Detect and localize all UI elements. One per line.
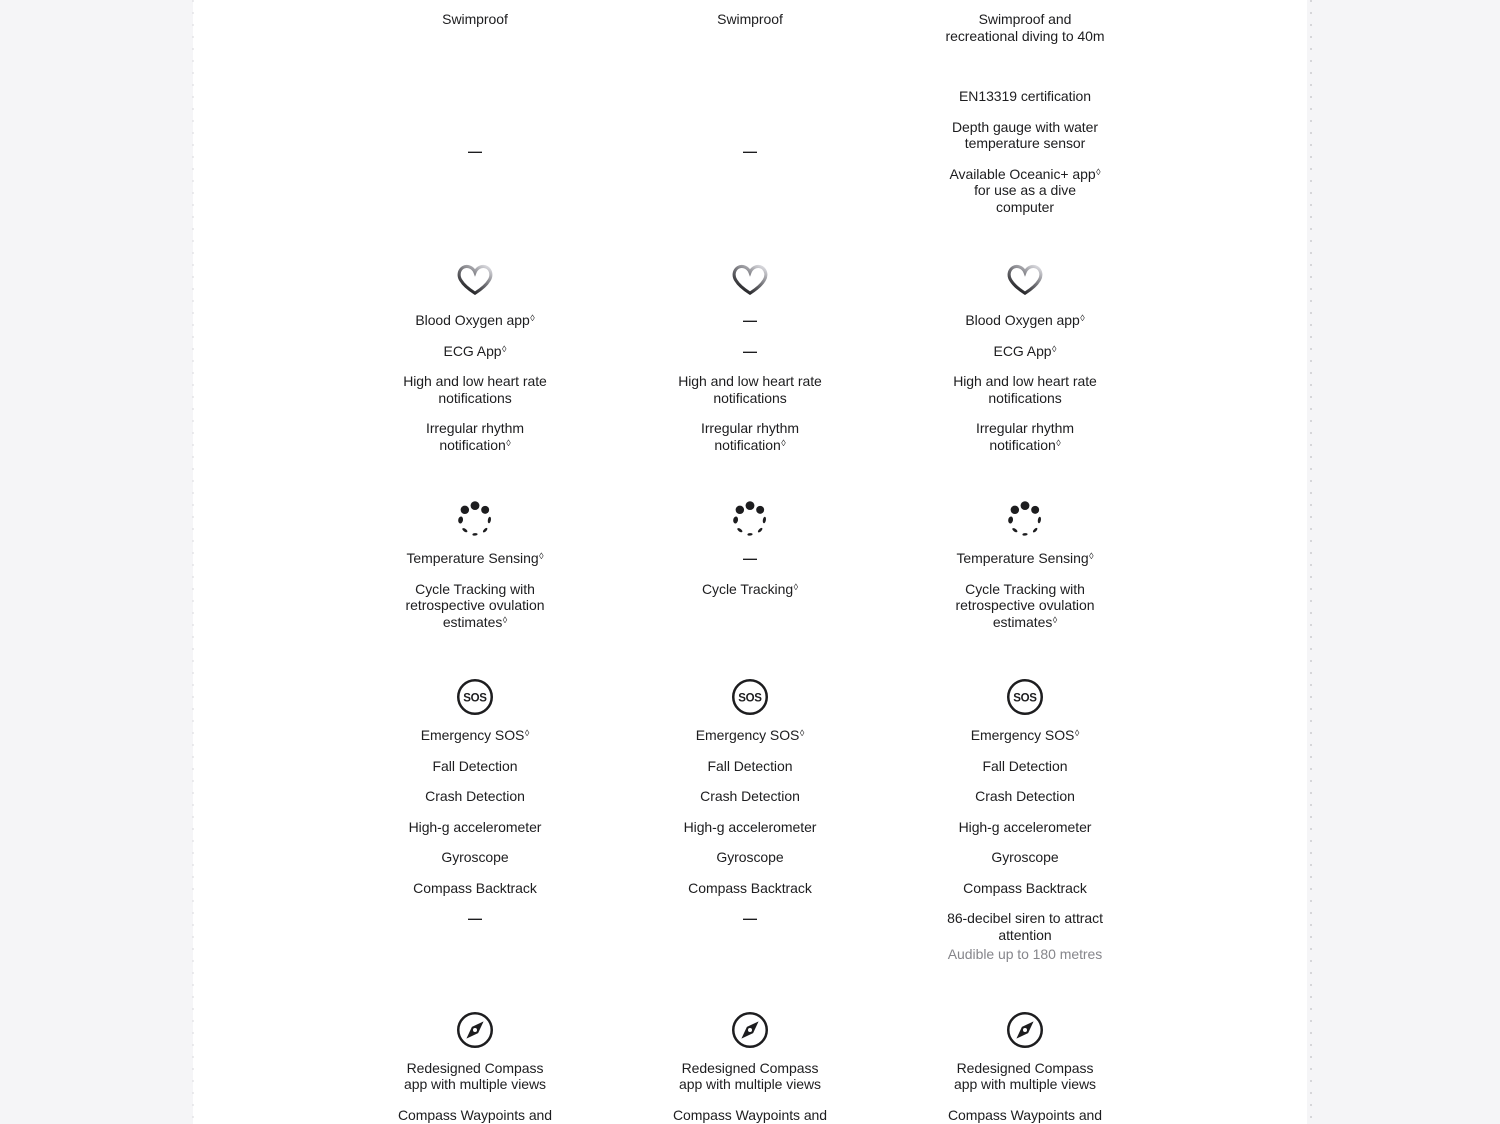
icon-row xyxy=(338,262,1163,302)
feature-cell xyxy=(338,4,613,35)
feature-row xyxy=(338,366,1163,413)
feature-row xyxy=(338,413,1163,460)
section-heart-health xyxy=(338,262,1163,460)
feature-cell xyxy=(888,336,1163,367)
feature-row xyxy=(338,4,1163,51)
feature-text: Crash Detection xyxy=(700,788,800,804)
feature-cell xyxy=(613,574,888,605)
feature-cell xyxy=(338,366,613,413)
feature-cell xyxy=(888,842,1163,873)
not-available-dash: — xyxy=(468,143,482,160)
feature-text: Cycle Tracking with retrospective ovulation estimates◊ xyxy=(955,580,1095,630)
feature-cell xyxy=(613,751,888,782)
section-cycle-temperature xyxy=(338,500,1163,637)
not-available-dash: — xyxy=(468,910,482,926)
feature-text: Available Oceanic+ app◊ for use as a dive computer xyxy=(949,165,1101,215)
feature-cell xyxy=(888,903,1163,970)
footnote-symbol: ◊ xyxy=(1089,551,1094,561)
feature-cell xyxy=(888,4,1163,51)
feature-text: Blood Oxygen app◊ xyxy=(965,312,1085,328)
feature-text: Cycle Tracking with retrospective ovulation estimates◊ xyxy=(405,580,545,630)
temperature-sensing-icon xyxy=(613,500,888,540)
footnote-symbol: ◊ xyxy=(524,728,530,738)
feature-cell xyxy=(888,781,1163,812)
comparison-table xyxy=(338,0,1163,1124)
feature-cell xyxy=(613,543,888,574)
feature-text: High-g accelerometer xyxy=(408,818,542,835)
sos-icon xyxy=(888,677,1163,717)
feature-cell xyxy=(888,543,1163,574)
feature-text: Swimproof xyxy=(442,11,508,27)
not-available-dash: — xyxy=(743,342,757,359)
feature-cell xyxy=(338,751,613,782)
feature-row xyxy=(338,812,1163,843)
feature-text: Emergency SOS◊ xyxy=(970,727,1080,743)
footnote-symbol: ◊ xyxy=(1052,614,1058,625)
feature-cell xyxy=(338,413,613,460)
not-available-dash: — xyxy=(743,143,757,160)
feature-row xyxy=(338,873,1163,904)
feature-text: Compass Waypoints and xyxy=(672,1106,828,1123)
feature-cell xyxy=(888,812,1163,843)
feature-cell xyxy=(613,812,888,843)
feature-text: ECG App◊ xyxy=(993,342,1057,359)
compass-icon xyxy=(338,1010,613,1050)
feature-text: Emergency SOS◊ xyxy=(420,727,530,743)
footnote-symbol: ◊ xyxy=(530,313,535,323)
footnote-symbol: ◊ xyxy=(1074,728,1080,738)
not-available-dash: — xyxy=(743,312,757,328)
svg-text:SOS: SOS xyxy=(463,692,487,705)
feature-cell xyxy=(338,812,613,843)
feature-text: Cycle Tracking◊ xyxy=(701,580,798,597)
feature-cell xyxy=(613,305,888,336)
feature-text: High-g accelerometer xyxy=(683,818,817,835)
feature-row xyxy=(338,751,1163,782)
icon-row xyxy=(338,677,1163,717)
section-water-resistance xyxy=(338,4,1163,222)
feature-cell xyxy=(613,366,888,413)
feature-text: Compass Backtrack xyxy=(688,879,812,896)
feature-row xyxy=(338,1053,1163,1100)
feature-cell xyxy=(613,842,888,873)
feature-cell xyxy=(888,1053,1163,1100)
feature-cell xyxy=(888,305,1163,336)
footnote-symbol: ◊ xyxy=(506,437,511,448)
feature-cell xyxy=(338,873,613,904)
feature-text: Blood Oxygen app◊ xyxy=(415,312,535,328)
feature-text: Redesigned Compass app with multiple views xyxy=(403,1059,547,1092)
feature-text: Depth gauge with water temperature sensor xyxy=(952,118,1098,151)
feature-cell xyxy=(613,136,888,167)
svg-text:SOS: SOS xyxy=(1013,692,1037,705)
feature-text: 86-decibel siren to attract attention Audible up to 180 metres xyxy=(888,903,1163,970)
feature-text: Swimproof and recreational diving to 40m xyxy=(945,11,1105,44)
feature-cell xyxy=(613,336,888,367)
footnote-symbol: ◊ xyxy=(799,728,805,738)
feature-cell xyxy=(338,574,613,638)
feature-cell xyxy=(613,413,888,460)
feature-cell xyxy=(338,903,613,934)
feature-row xyxy=(338,81,1163,222)
feature-cell xyxy=(613,781,888,812)
feature-cell xyxy=(338,336,613,367)
feature-cell xyxy=(338,1100,613,1124)
feature-text: Compass Waypoints and xyxy=(397,1106,553,1123)
feature-text: Crash Detection xyxy=(975,788,1075,804)
feature-cell xyxy=(888,873,1163,904)
feature-cell xyxy=(338,842,613,873)
section-compass xyxy=(338,1010,1163,1124)
feature-text: High and low heart rate notifications xyxy=(403,373,547,406)
footnote-symbol: ◊ xyxy=(1080,313,1085,323)
feature-row xyxy=(338,781,1163,812)
feature-cell xyxy=(888,81,1163,222)
feature-row xyxy=(338,543,1163,574)
feature-text: Gyroscope xyxy=(716,849,784,865)
footnote-symbol: ◊ xyxy=(1096,166,1101,177)
section-safety xyxy=(338,677,1163,970)
feature-cell xyxy=(888,751,1163,782)
feature-text: Crash Detection xyxy=(425,788,525,804)
feature-row xyxy=(338,903,1163,970)
feature-subtext: Audible up to 180 metres xyxy=(947,946,1103,962)
feature-text: High and low heart rate notifications xyxy=(678,373,822,406)
svg-text:SOS: SOS xyxy=(738,692,762,705)
feature-text: Irregular rhythm notification◊ xyxy=(975,420,1074,453)
feature-text: Emergency SOS◊ xyxy=(695,727,805,743)
feature-cell xyxy=(613,1100,888,1124)
feature-text: Redesigned Compass app with multiple views xyxy=(678,1059,822,1092)
feature-cell xyxy=(338,781,613,812)
icon-row xyxy=(338,1010,1163,1050)
left-dotted-separator xyxy=(192,0,194,1124)
feature-cell xyxy=(338,305,613,336)
feature-text: ECG App◊ xyxy=(443,342,507,359)
heart-icon xyxy=(338,262,613,302)
feature-cell xyxy=(613,1053,888,1100)
feature-cell xyxy=(888,1100,1163,1124)
feature-text: Gyroscope xyxy=(991,849,1059,865)
feature-cell xyxy=(338,543,613,574)
feature-cell xyxy=(888,413,1163,460)
heart-icon xyxy=(888,262,1163,302)
feature-text: Temperature Sensing◊ xyxy=(956,550,1094,566)
feature-row xyxy=(338,1100,1163,1124)
footnote-symbol: ◊ xyxy=(793,581,798,592)
feature-cell xyxy=(338,136,613,167)
feature-text: High and low heart rate notifications xyxy=(953,373,1097,406)
feature-text: Temperature Sensing◊ xyxy=(406,550,544,566)
feature-text: Irregular rhythm notification◊ xyxy=(425,420,524,453)
feature-text: Fall Detection xyxy=(432,757,518,774)
feature-text: Fall Detection xyxy=(707,757,793,774)
feature-text: Irregular rhythm notification◊ xyxy=(700,420,799,453)
feature-cell xyxy=(613,873,888,904)
feature-cell xyxy=(613,903,888,934)
icon-row xyxy=(338,500,1163,540)
feature-cell xyxy=(338,720,613,751)
feature-row xyxy=(338,305,1163,336)
feature-text: Gyroscope xyxy=(441,849,509,865)
feature-cell xyxy=(888,574,1163,638)
footnote-symbol: ◊ xyxy=(502,343,507,354)
feature-row xyxy=(338,574,1163,638)
footnote-symbol: ◊ xyxy=(539,551,544,561)
feature-text: High-g accelerometer xyxy=(958,818,1092,835)
temperature-sensing-icon xyxy=(888,500,1163,540)
footnote-symbol: ◊ xyxy=(781,437,786,448)
feature-cell xyxy=(888,720,1163,751)
footnote-symbol: ◊ xyxy=(502,614,508,625)
feature-text: Compass Waypoints and xyxy=(947,1106,1103,1123)
feature-cell xyxy=(888,366,1163,413)
feature-cell xyxy=(613,4,888,35)
feature-row xyxy=(338,720,1163,751)
compass-icon xyxy=(613,1010,888,1050)
feature-row xyxy=(338,842,1163,873)
compass-icon xyxy=(888,1010,1163,1050)
feature-text: Compass Backtrack xyxy=(413,879,537,896)
feature-text: Swimproof xyxy=(717,11,783,27)
sos-icon xyxy=(613,677,888,717)
sos-icon xyxy=(338,677,613,717)
not-available-dash: — xyxy=(743,910,757,926)
feature-cell xyxy=(613,720,888,751)
feature-text: Compass Backtrack xyxy=(963,879,1087,896)
feature-text: Fall Detection xyxy=(982,757,1068,774)
footnote-symbol: ◊ xyxy=(1056,437,1061,448)
heart-icon xyxy=(613,262,888,302)
right-dotted-separator xyxy=(1310,0,1312,1124)
comparison-content-area xyxy=(193,0,1307,1124)
feature-text: EN13319 certification xyxy=(958,88,1092,104)
footnote-symbol: ◊ xyxy=(1052,343,1057,354)
feature-row xyxy=(338,336,1163,367)
temperature-sensing-icon xyxy=(338,500,613,540)
not-available-dash: — xyxy=(743,550,757,566)
feature-text: Redesigned Compass app with multiple views xyxy=(953,1059,1097,1092)
feature-cell xyxy=(338,1053,613,1100)
